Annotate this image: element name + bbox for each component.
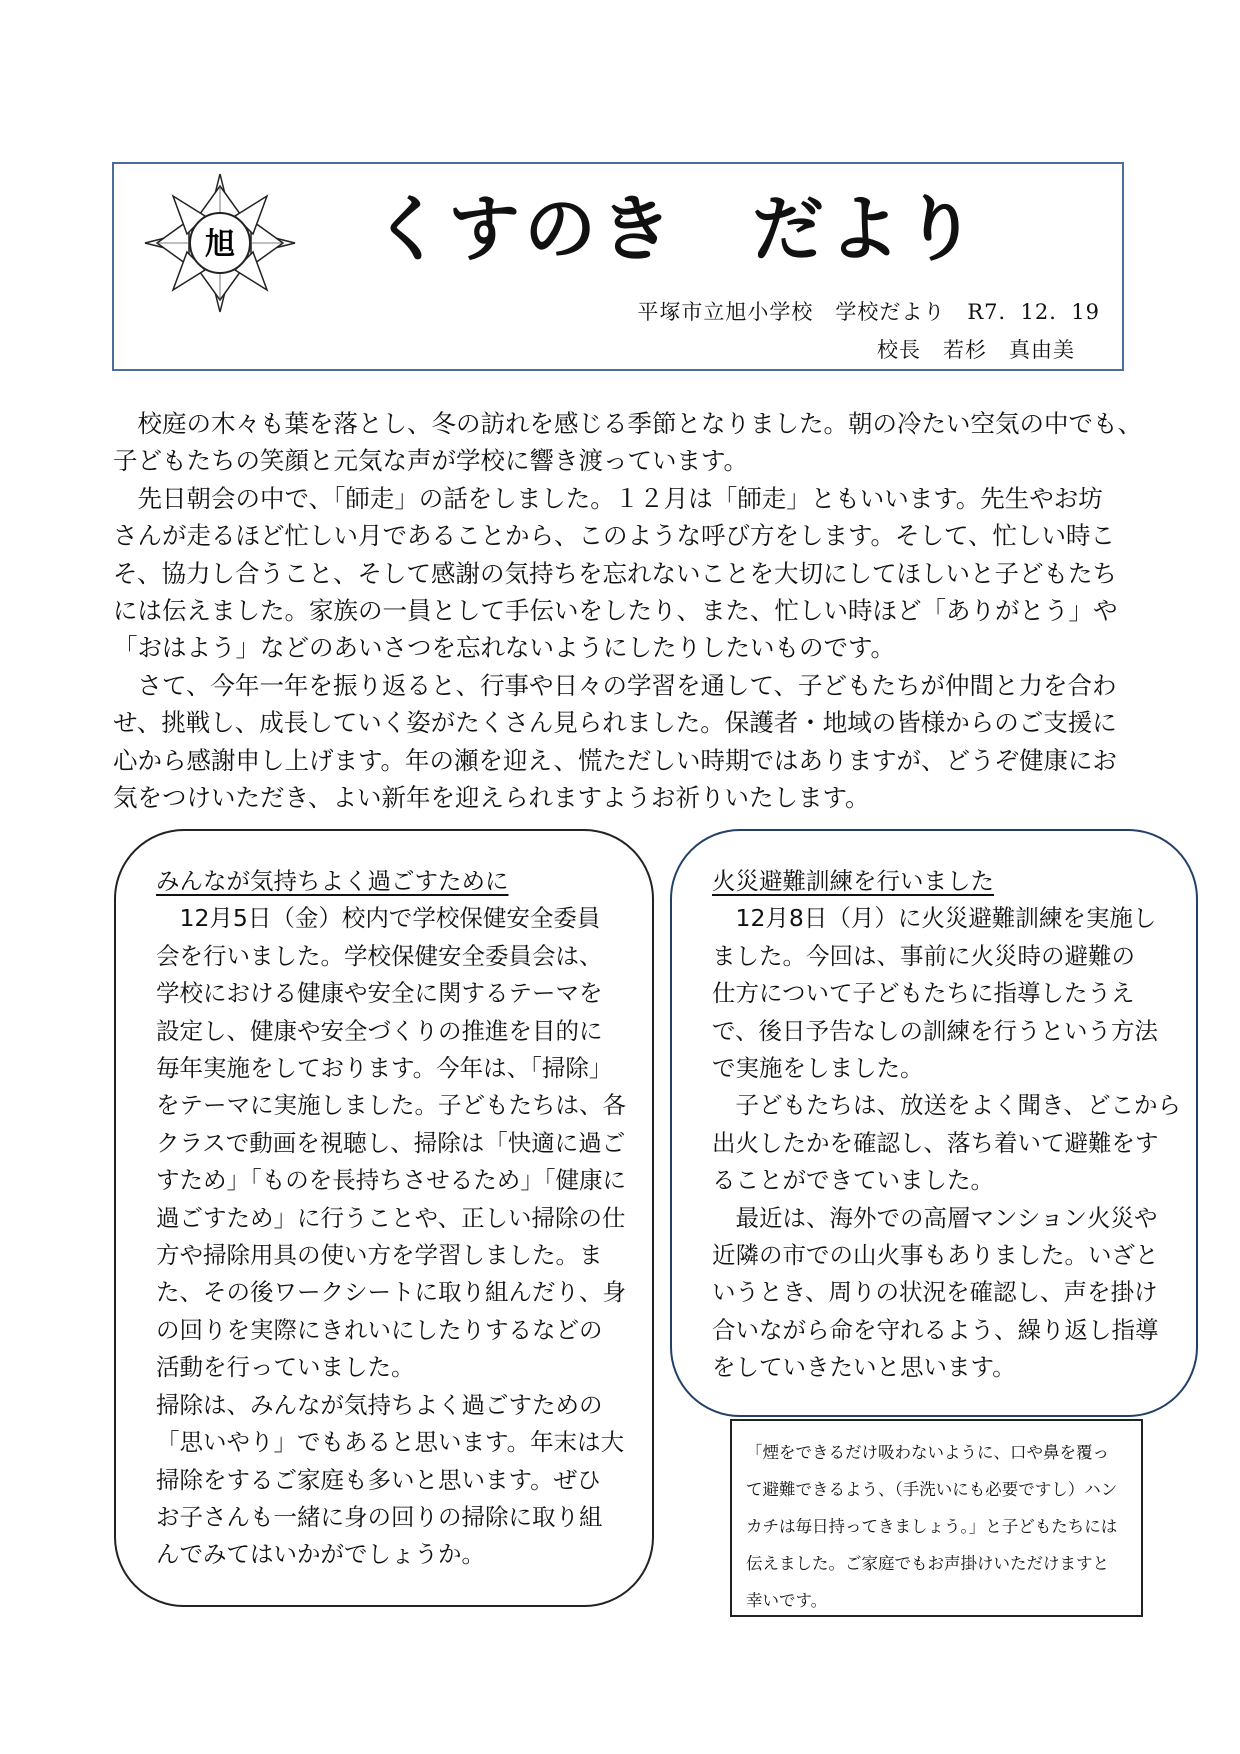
- text-line: 幸いです。: [746, 1591, 828, 1610]
- text-line: 会を行いました。学校保健安全委員会は、: [156, 941, 603, 970]
- intro-line: 先日朝会の中で、「師走」の話をしました。１２月は「師走」ともいいます。先生やお坊: [113, 483, 1103, 513]
- intro-line: 気をつけいただき、よい新年を迎えられますようお祈りいたします。: [113, 783, 870, 813]
- intro-line: さて、今年一年を振り返ると、行事や日々の学習を通して、子どもたちが仲間と力を合わ: [113, 670, 1117, 700]
- text-line: 「思いやり」でもあると思います。年末は大: [156, 1428, 625, 1457]
- text-line: 最近は、海外での高層マンション火災や: [712, 1203, 1158, 1232]
- text-line: 子どもたちは、放送をよく聞き、どこから: [712, 1091, 1182, 1120]
- text-line: 伝えました。ご家庭でもお声掛けいただけますと: [746, 1554, 1109, 1573]
- text-line: カチは毎日持ってきましょう。」と子どもたちには: [746, 1517, 1118, 1536]
- intro-line: 「おはよう」などのあいさつを忘れないようにしたりしたいものです。: [113, 633, 896, 663]
- intro-line: には伝えました。家族の一員として手伝いをしたり、また、忙しい時ほど「ありがとう」や: [113, 596, 1118, 626]
- intro-line: さんが走るほど忙しい月であることから、このような呼び方をします。そして、忙しい時こ: [113, 521, 1116, 551]
- text-line: 仕方について子どもたちに指導したうえ: [712, 979, 1135, 1008]
- intro-paragraphs: [113, 405, 1142, 816]
- text-line: すため」「ものを長持ちさせるため」「健康に: [156, 1166, 626, 1195]
- text-line: 学校における健康や安全に関するテーマを: [156, 979, 603, 1008]
- text-line: 12月5日（金）校内で学校保健安全委員: [156, 904, 601, 933]
- fire-drill-article: [712, 863, 1181, 1387]
- intro-line: せ、挑戦し、成長していく姿がたくさん見られました。保護者・地域の皆様からのご支援に: [113, 708, 1117, 738]
- text-line: 掃除は、みんなが気持ちよく過ごすための: [156, 1390, 603, 1419]
- text-line: で、後日予告なしの訓練を行うという方法: [712, 1016, 1159, 1045]
- text-line: 掃除をするご家庭も多いと思います。ぜひ: [156, 1465, 601, 1494]
- newsletter-title: くすのき だより: [372, 187, 981, 271]
- article-heading: 火災避難訓練を行いました: [712, 867, 994, 895]
- text-line: 方や掃除用具の使い方を学習しました。ま: [156, 1241, 603, 1270]
- article-body: [712, 900, 1181, 1386]
- text-line: 活動を行っていました。: [156, 1353, 415, 1382]
- text-line: 近隣の市での山火事もありました。いざと: [712, 1241, 1159, 1270]
- text-line: 12月8日（月）に火災避難訓練を実施し: [712, 904, 1157, 933]
- article-heading: みんなが気持ちよく過ごすために: [156, 867, 509, 895]
- text-line: をテーマに実施しました。子どもたちは、各: [156, 1091, 626, 1120]
- text-line: 毎年実施をしております。今年は、「掃除」: [156, 1054, 613, 1083]
- text-line: 設定し、健康や安全づくりの推進を目的に: [156, 1016, 603, 1045]
- text-line: た、その後ワークシートに取り組んだり、身: [156, 1278, 626, 1307]
- text-line: んでみてはいかがでしょうか。: [156, 1540, 485, 1569]
- intro-line: そ、協力し合うこと、そして感謝の気持ちを忘れないことを大切にしてほしいと子どもたち: [113, 558, 1118, 588]
- cleaning-article: [156, 863, 626, 1574]
- text-line: ました。今回は、事前に火災時の避難の: [712, 941, 1135, 970]
- text-line: クラスで動画を視聴し、掃除は「快適に過ご: [156, 1128, 626, 1157]
- intro-line: 校庭の木々も葉を落とし、冬の訪れを感じる季節となりました。朝の冷たい空気の中でも、: [113, 409, 1142, 438]
- intro-line: 子どもたちの笑顔と元気な声が学校に響き渡っています。: [113, 446, 749, 476]
- principal-name: 校長 若杉 真由美: [877, 338, 1075, 362]
- text-line: 過ごすため」に行うことや、正しい掃除の仕: [156, 1203, 626, 1232]
- text-line: いうとき、周りの状況を確認し、声を掛け: [712, 1278, 1158, 1307]
- text-line: をしていきたいと思います。: [712, 1353, 1016, 1382]
- text-line: 合いながら命を守れるよう、繰り返し指導: [712, 1315, 1159, 1344]
- text-line: 出火したかを確認し、落ち着いて避難をす: [712, 1128, 1159, 1157]
- text-line: 「煙をできるだけ吸わないように、口や鼻を覆っ: [746, 1443, 1109, 1462]
- handkerchief-note: [746, 1434, 1117, 1619]
- text-line: ることができていました。: [712, 1166, 994, 1195]
- article-body: [156, 900, 626, 1573]
- text-line: お子さんも一緒に身の回りの掃除に取り組: [156, 1502, 603, 1531]
- school-and-date: 平塚市立旭小学校 学校だより R7．12．19: [637, 300, 1100, 324]
- text-line: の回りを実際にきれいにしたりするなどの: [156, 1315, 603, 1344]
- school-emblem-icon: [143, 172, 297, 314]
- intro-line: 心から感謝申し上げます。年の瀬を迎え、慌ただしい時期ではありますが、どうぞ健康にお: [113, 745, 1118, 775]
- text-line: て避難できるよう、（手洗いにも必要ですし）ハン: [746, 1480, 1118, 1499]
- text-line: で実施をしました。: [712, 1054, 924, 1083]
- svg-text:旭: 旭: [205, 227, 235, 262]
